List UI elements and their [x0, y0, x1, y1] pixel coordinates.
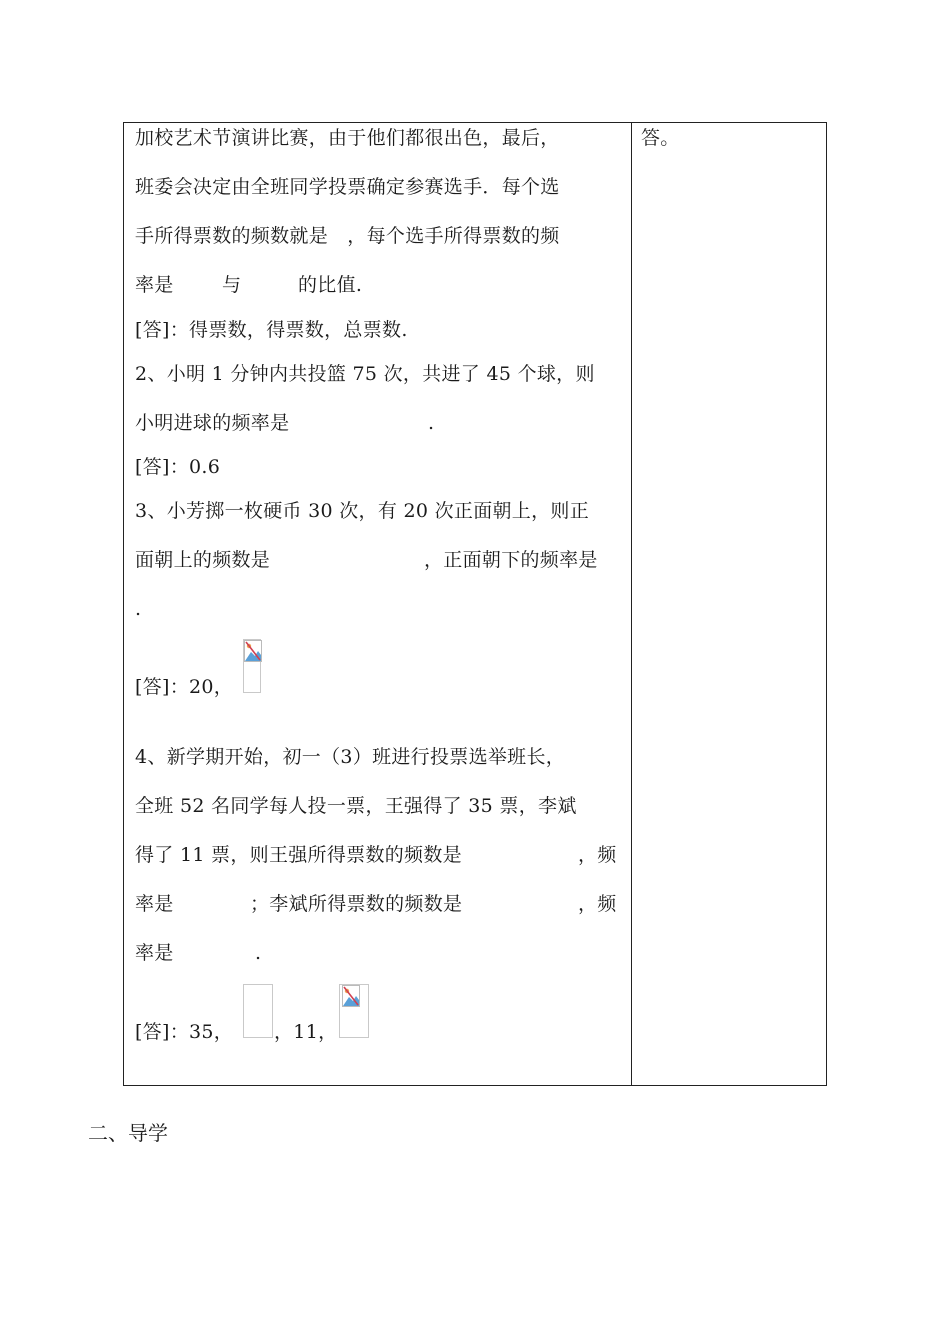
- answer-line: [答]：20，: [135, 676, 234, 698]
- question-line: 面朝上的频数是: [135, 549, 271, 571]
- paragraph-line: 的比值.: [298, 274, 363, 296]
- question-line: 率是: [135, 893, 174, 915]
- answer-line: [答]：0.6: [135, 456, 221, 478]
- answer-line: ，11，: [274, 1021, 338, 1043]
- question-line: 小明进球的频率是: [135, 412, 290, 434]
- question-line: 得了 11 票，则王强所得票数的频数是: [135, 844, 462, 866]
- question-line: .: [428, 412, 435, 434]
- question-line: .: [255, 942, 262, 964]
- broken-image-icon: [243, 639, 261, 693]
- question-line: 率是: [135, 942, 174, 964]
- question-line: ；李斌所得票数的频数是: [250, 893, 463, 915]
- paragraph-line: 加校艺术节演讲比赛，由于他们都很出色，最后，: [135, 127, 560, 149]
- question-line: 2、小明 1 分钟内共投篮 75 次，共进了 45 个球，则: [135, 363, 595, 385]
- section-heading: 二、导学: [88, 1121, 168, 1145]
- question-line: ，正面朝下的频率是: [424, 549, 598, 571]
- image-frame: [243, 984, 273, 1038]
- question-line: 全班 52 名同学每人投一票，王强得了 35 票，李斌: [135, 795, 577, 817]
- answer-line: [答]：35，: [135, 1021, 234, 1043]
- broken-image-icon: [339, 984, 369, 1038]
- question-line: .: [135, 598, 142, 620]
- question-line: ，频: [578, 844, 617, 866]
- content-table: [123, 122, 827, 1086]
- question-line: 4、新学期开始，初一（3）班进行投票选举班长，: [135, 746, 566, 768]
- question-line: 3、小芳掷一枚硬币 30 次，有 20 次正面朝上，则正: [135, 500, 590, 522]
- question-line: ，频: [578, 893, 617, 915]
- paragraph-line: 与: [222, 274, 242, 296]
- right-column-text: 答。: [641, 127, 680, 149]
- column-divider: [631, 123, 632, 1085]
- answer-line: [答]：得票数，得票数，总票数.: [135, 319, 408, 341]
- paragraph-line: 手所得票数的频数就是 ，每个选手所得票数的频: [135, 225, 560, 247]
- paragraph-line: 班委会决定由全班同学投票确定参赛选手．每个选: [135, 176, 560, 198]
- paragraph-line: 率是: [135, 274, 174, 296]
